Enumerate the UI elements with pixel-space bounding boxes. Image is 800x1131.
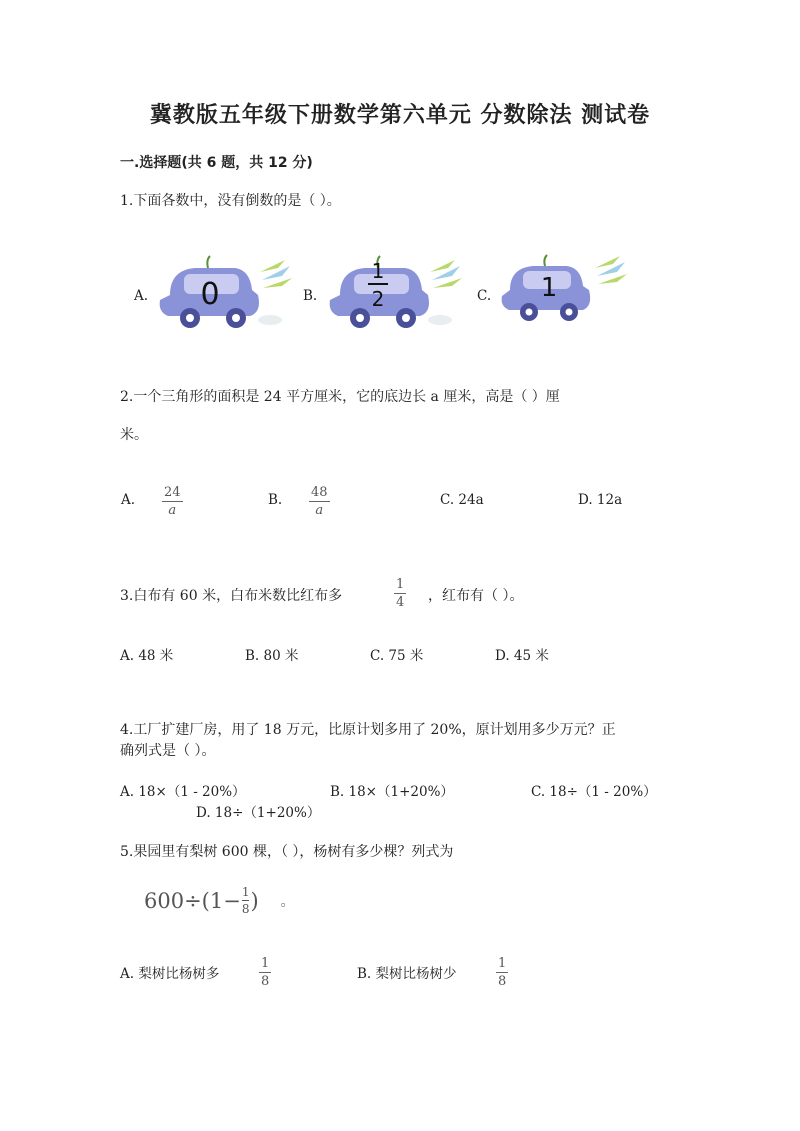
q5-formula-left: 600÷(1−: [144, 888, 241, 913]
q3-fraction-denominator: 4: [396, 595, 405, 610]
q5-option-b-fraction: [496, 957, 508, 988]
q5-option-a-numerator: 1: [261, 956, 270, 971]
q1-option-c-label: C.: [477, 288, 492, 304]
q5-formula-end: 。: [280, 893, 295, 910]
car-number-zero: 0: [200, 277, 220, 312]
q5-option-b-denominator: 8: [498, 974, 507, 989]
car-fraction-denominator: 2: [371, 287, 385, 311]
q5-option-a-fraction: [259, 957, 271, 988]
q5-option-b-numerator: 1: [498, 956, 507, 971]
section-heading: 一.选择题(共 6 题，共 12 分): [120, 155, 313, 171]
question-3-text-end: ，红布有（ ）。: [428, 588, 524, 604]
q2-option-b-fraction: [309, 486, 330, 517]
q1-option-a-label: A.: [134, 288, 149, 304]
q5-option-a-text: A. 梨树比杨树多: [120, 966, 220, 982]
q2-option-a-fraction: [162, 486, 183, 517]
worksheet-title: 冀教版五年级下册数学第六单元 分数除法 测试卷: [149, 102, 651, 128]
car-number-one: 1: [540, 273, 558, 303]
q5-option-a-denominator: 8: [261, 974, 270, 989]
question-2-text-line2: 米。: [120, 427, 148, 443]
q4-option-b: B. 18×（1+20%）: [330, 784, 454, 800]
question-3-text-start: 3.白布有 60 米，白布米数比红布多: [120, 588, 343, 604]
q2-option-a-denominator: a: [168, 503, 177, 518]
question-5-text: 5.果园里有梨树 600 棵，（ ），杨树有多少棵？列式为: [120, 844, 454, 860]
car-fraction-numerator: 1: [371, 259, 385, 283]
q3-option-a: A. 48 米: [120, 648, 174, 664]
question-4-text-line1: 4.工厂扩建厂房，用了 18 万元，比原计划多用了 20%，原计划用多少万元？正: [120, 722, 616, 738]
q3-option-b: B. 80 米: [245, 648, 299, 664]
q5-formula-fraction: [242, 886, 250, 915]
q3-fraction: [394, 578, 406, 609]
question-2-text-line1: 2.一个三角形的面积是 24 平方厘米，它的底边长 a 厘米，高是（ ）厘: [120, 389, 560, 405]
question-4-text-line2: 确列式是（ ）。: [120, 743, 216, 759]
q4-option-a: A. 18×（1 - 20%）: [120, 784, 246, 800]
car-image-one: [495, 250, 645, 335]
q2-option-a-numerator: 24: [164, 485, 181, 500]
q2-option-d: D. 12a: [578, 492, 623, 508]
q3-fraction-numerator: 1: [396, 577, 405, 592]
q5-option-b-text: B. 梨树比杨树少: [357, 966, 457, 982]
car-image-zero: [150, 250, 300, 335]
q5-formula-denominator: 8: [241, 902, 250, 916]
q2-option-b-label: B.: [268, 492, 283, 508]
q5-formula-numerator: 1: [241, 885, 250, 899]
q3-option-d: D. 45 米: [495, 648, 549, 664]
q5-formula: [144, 886, 295, 915]
car-image-half: [320, 250, 470, 335]
q2-option-b-numerator: 48: [311, 485, 328, 500]
q1-option-b-label: B.: [303, 288, 318, 304]
q4-option-d: D. 18÷（1+20%）: [196, 805, 321, 821]
q2-option-c: C. 24a: [440, 492, 484, 508]
q4-option-c: C. 18÷（1 - 20%）: [531, 784, 657, 800]
q5-formula-right: ): [250, 888, 259, 913]
question-1-text: 1.下面各数中，没有倒数的是（ ）。: [120, 193, 341, 209]
q2-option-b-denominator: a: [315, 503, 324, 518]
q3-option-c: C. 75 米: [370, 648, 424, 664]
q2-option-a-label: A.: [121, 492, 136, 508]
